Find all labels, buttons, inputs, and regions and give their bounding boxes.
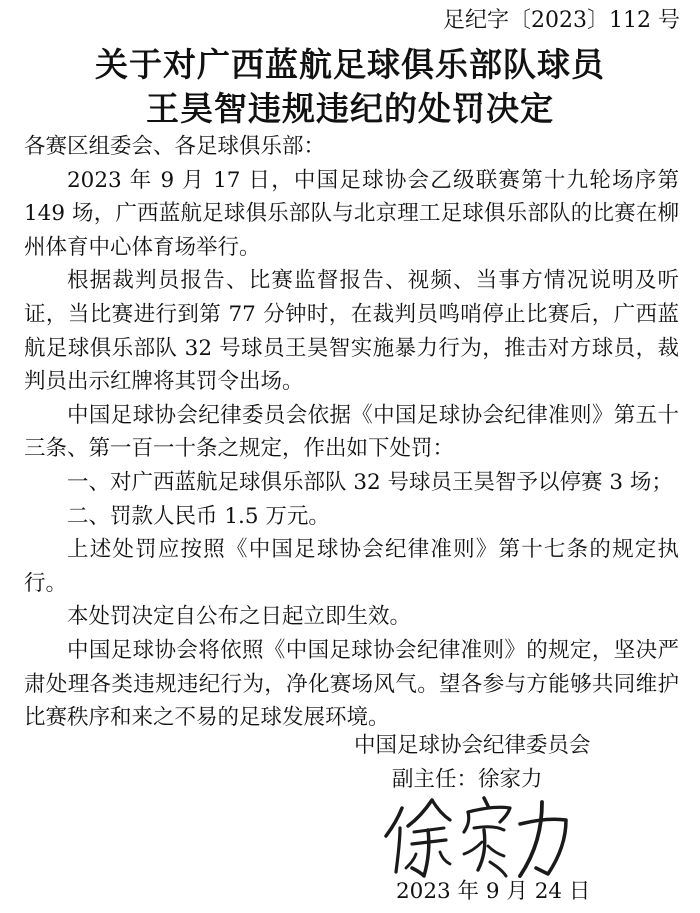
penalty-item-suspension: 一、对广西蓝航足球俱乐部队 32 号球员王昊智予以停赛 3 场；	[67, 469, 673, 495]
salutation: 各赛区组委会、各足球俱乐部：	[24, 134, 326, 159]
paragraph-closing: 中国足球协会将依照《中国足球协会纪律准则》的规定，坚决严肃处理各类违规违纪行为，净化赛场风气。望各参与方能够共同维护比赛秩序和来之不易的足球发展环境。	[24, 637, 679, 731]
document-number: 足纪字〔2023〕112 号	[443, 8, 680, 33]
paragraph-effective: 本处罚决定自公布之日起立即生效。	[67, 604, 412, 630]
document-body	[24, 130, 679, 735]
document-date: 2023 年 9 月 24 日	[396, 879, 591, 904]
paragraph-match-info: 2023 年 9 月 17 日，中国足球协会乙级联赛第十九轮场序第 149 场，广西蓝航足球俱乐部队与北京理工足球俱乐部队的比赛在柳州体育中心体育场举行。	[24, 167, 679, 260]
paragraph-basis: 中国足球协会纪律委员会依据《中国足球协会纪律准则》第五十三条、第一百一十条之规定，作出如下处罚：	[24, 402, 679, 462]
penalty-item-fine: 二、罚款人民币 1.5 万元。	[67, 503, 330, 529]
document-title-line-1: 关于对广西蓝航足球俱乐部队球员	[95, 45, 605, 84]
document-title-line-2: 王昊智违规违纪的处罚决定	[146, 89, 554, 128]
signature-title: 副主任：徐家力	[392, 767, 543, 792]
signature-committee: 中国足球协会纪律委员会	[354, 733, 591, 758]
handwritten-signature	[380, 792, 580, 884]
paragraph-incident: 根据裁判员报告、比赛监督报告、视频、当事方情况说明及听证，当比赛进行到第 77 分钟时，在裁判员鸣哨停止比赛后，广西蓝航足球俱乐部队 32 号球员王昊智实施暴力行为，推击对方球员，裁判员出示红牌将其罚令出场。	[24, 268, 679, 395]
paragraph-execution: 上述处罚应按照《中国足球协会纪律准则》第十七条的规定执行。	[24, 537, 679, 596]
